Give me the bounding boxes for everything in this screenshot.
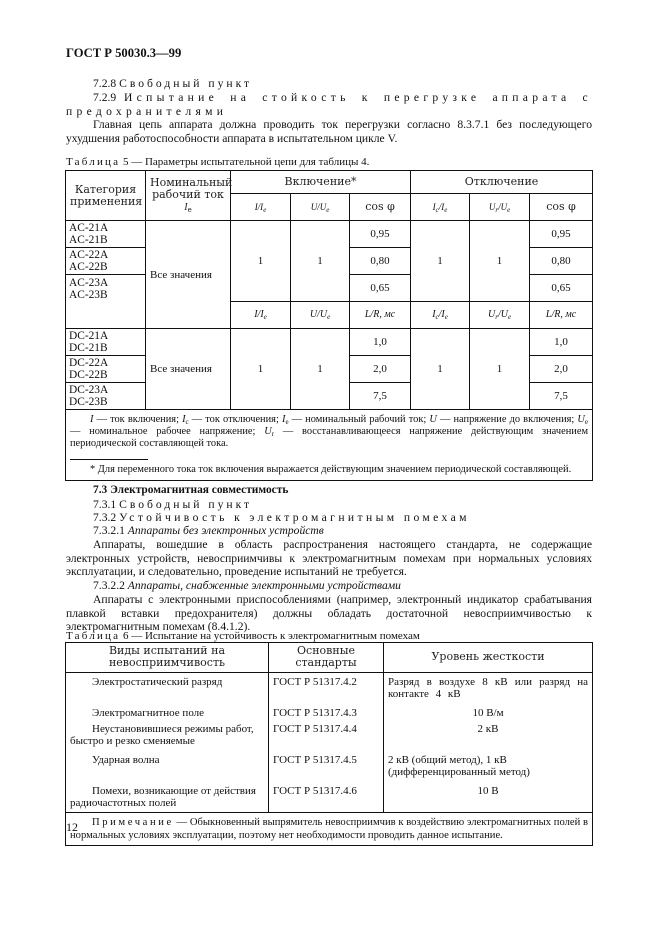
standard-cell: ГОСТ Р 51317.4.5 xyxy=(269,750,384,781)
symbol-legend xyxy=(70,414,588,451)
header-break-lr: L/R, мс xyxy=(530,302,593,329)
section-title: Аппараты, снабженные электронными устройствами xyxy=(127,579,401,592)
table-row xyxy=(66,703,593,721)
header-make: Включение* xyxy=(231,171,411,194)
category-code: DC-22B xyxy=(69,369,108,381)
make-cos-cell: 0,80 xyxy=(350,248,411,275)
symbol: U xyxy=(264,426,272,438)
symbol: I/I xyxy=(254,202,264,212)
caption-text: 6 — Испытание на устойчивость к электромагнитным помехам xyxy=(122,630,420,642)
category-cell xyxy=(66,383,146,410)
severity-cell: 10 В xyxy=(477,784,499,797)
symbol: I xyxy=(281,414,286,425)
break-i-cell: 1 xyxy=(411,221,470,302)
document-header: ГОСТ Р 50030.3—99 xyxy=(66,46,182,60)
make-lr-cell: 1,0 xyxy=(350,329,411,356)
severity-cell: 2 кВ (общий метод), 1 кВ (дифференцированный метод) xyxy=(388,753,530,779)
symbol: I/I xyxy=(254,309,264,320)
standard-cell: ГОСТ Р 51317.4.4 xyxy=(269,721,384,750)
subscript: e xyxy=(444,313,448,321)
table5-caption xyxy=(66,156,369,170)
category-code: DC-22A xyxy=(69,357,109,369)
make-lr-cell: 2,0 xyxy=(350,356,411,383)
subscript: e xyxy=(263,313,267,321)
header-break-cos: cos φ xyxy=(530,194,593,221)
section-number: 7.2.9 xyxy=(93,91,117,104)
symbol: I xyxy=(432,309,436,320)
subscript: e xyxy=(285,418,289,426)
subscript: e xyxy=(507,206,511,214)
header-make-u xyxy=(291,302,350,329)
symbol: /U xyxy=(497,309,508,320)
subscript: e xyxy=(263,206,267,214)
category-code: DC-21B xyxy=(69,342,108,354)
break-lr-cell: 1,0 xyxy=(530,329,593,356)
section-7-3-2-1 xyxy=(66,524,592,538)
section-7-3-2-2-body: Аппараты с электронными приспособлениями (например, электронный индикатор срабатывания плавкой вставки предохранителя) должны обладать достаточной невосприимчивостью к электромагнитным помехам (8.4.1.2). xyxy=(66,593,592,634)
header-break-u xyxy=(470,302,530,329)
section-title: Аппараты без электронных устройств xyxy=(127,524,324,537)
subscript: r xyxy=(271,430,275,439)
make-i-cell: 1 xyxy=(231,329,291,410)
category-code: AC-23B xyxy=(69,289,108,301)
symbol: I xyxy=(184,202,188,213)
category-cell xyxy=(66,329,146,356)
symbol: I xyxy=(182,414,186,425)
header-rated-current xyxy=(146,171,231,221)
subscript: e xyxy=(584,418,589,426)
header-category: Категория применения xyxy=(66,171,146,221)
rated-current-cell: Все значения xyxy=(146,329,231,410)
severity-cell: 2 кВ xyxy=(477,723,499,736)
standard-cell: ГОСТ Р 51317.4.6 xyxy=(269,781,384,813)
header-test-type: Виды испытаний на невосприимчивость xyxy=(66,643,269,673)
section-7-2-9 xyxy=(66,91,592,118)
category-cell xyxy=(66,275,146,329)
page-number: 12 xyxy=(66,820,78,834)
category-code: DC-21A xyxy=(69,330,109,342)
category-cell xyxy=(66,221,146,248)
category-code: DC-23B xyxy=(69,396,108,408)
section-title: Испытание на стойкость к перегрузке аппарата с предохранителями xyxy=(66,91,592,118)
symbol: U/U xyxy=(310,202,327,212)
make-i-cell: 1 xyxy=(231,221,291,302)
legend-text: — напряжение до включения; xyxy=(436,414,578,425)
symbol: U xyxy=(488,202,496,212)
test-type-cell: Помехи, возникающие от действия радиочастотных полей xyxy=(66,781,269,813)
section-7-3-2-2 xyxy=(66,579,592,593)
category-cell xyxy=(66,356,146,383)
symbol: I xyxy=(90,414,94,425)
table-row xyxy=(66,721,593,750)
table-row xyxy=(66,781,593,813)
header-make-lr: L/R, мс xyxy=(350,302,411,329)
section-7-2-8 xyxy=(66,77,592,91)
table5-legend xyxy=(66,410,593,481)
header-rated-current-label: Номинальный рабочий ток xyxy=(150,176,233,201)
table-row xyxy=(66,750,593,781)
symbol: U xyxy=(487,309,496,320)
legend-text: — восстанавливающееся напряжение действующим значением периодической составляющей тока. xyxy=(70,426,589,450)
test-type-cell: Электростатический разряд xyxy=(66,672,269,702)
subscript: c xyxy=(435,313,439,321)
severity-cell: Разряд в воздухе 8 кВ или разряд на контакте 4 кВ xyxy=(388,675,588,701)
note-text: — Обыкновенный выпрямитель невосприимчив к воздействию электромагнитных полей в нормальных условиях эксплуатации, поэтому нет необходимости проводить данное испытание. xyxy=(70,817,588,842)
subscript: e xyxy=(327,313,331,321)
table-row xyxy=(66,221,593,248)
subscript: c xyxy=(185,418,189,426)
symbol: U/U xyxy=(309,309,328,320)
test-type-cell: Электромагнитное поле xyxy=(66,703,269,721)
subscript: c xyxy=(435,206,439,214)
make-cos-cell: 0,95 xyxy=(350,221,411,248)
table6-note-row xyxy=(66,813,593,846)
category-cell xyxy=(66,248,146,275)
make-cos-cell: 0,65 xyxy=(350,275,411,302)
section-title: Свободный пункт xyxy=(119,498,253,511)
break-u-cell: 1 xyxy=(470,329,530,410)
table6 xyxy=(65,642,593,846)
test-type-cell: Неустановившиеся режимы работ, быстро и резко сменяемые xyxy=(66,721,269,750)
header-make-i xyxy=(231,302,291,329)
legend-text: — номинальное рабочее напряжение; xyxy=(70,426,265,438)
footnote-divider xyxy=(70,459,148,460)
header-break-i xyxy=(411,302,470,329)
legend-text: — номинальный рабочий ток; xyxy=(288,414,430,425)
subscript: e xyxy=(444,206,448,214)
category-code: AC-23A xyxy=(69,277,109,289)
header-make-i xyxy=(231,194,291,221)
table-row xyxy=(66,672,593,702)
header-make-cos: cos φ xyxy=(350,194,411,221)
section-number: 7.2.8 xyxy=(93,77,117,90)
table6-header-row xyxy=(66,643,593,673)
make-u-cell: 1 xyxy=(291,329,350,410)
standard-cell: ГОСТ Р 51317.4.2 xyxy=(269,672,384,702)
symbol: /I xyxy=(438,309,445,320)
standard-cell: ГОСТ Р 51317.4.3 xyxy=(269,703,384,721)
table-row xyxy=(66,329,593,356)
severity-cell: 10 В/м xyxy=(472,706,504,719)
section-7-2-9-body: Главная цепь аппарата должна проводить ток перегрузки согласно 8.3.7.1 без последующего ухудшения работоспособности аппарата в испытательном цикле V. xyxy=(66,118,592,145)
break-cos-cell: 0,65 xyxy=(530,275,593,302)
section-number: 7.3.2.1 xyxy=(93,524,125,537)
section-number: 7.3.2 xyxy=(93,511,117,524)
section-7-3-1 xyxy=(66,498,592,512)
header-break: Отключение xyxy=(411,171,593,194)
symbol: /U xyxy=(498,202,508,212)
test-type-cell: Ударная волна xyxy=(66,750,269,781)
subscript: r xyxy=(495,206,499,214)
section-number: 7.3 xyxy=(93,484,108,496)
header-severity: Уровень жесткости xyxy=(384,643,593,673)
section-7-3 xyxy=(66,484,592,498)
symbol: I xyxy=(432,202,436,212)
subscript: e xyxy=(326,206,330,214)
symbol: U xyxy=(429,414,437,425)
subscript: e xyxy=(507,313,512,321)
category-code: DC-23A xyxy=(69,384,109,396)
header-make-u xyxy=(291,194,350,221)
break-i-cell: 1 xyxy=(411,329,470,410)
section-number: 7.3.2.2 xyxy=(93,579,125,592)
section-title: Устойчивость к электромагнитным помехам xyxy=(119,511,470,524)
table6-note xyxy=(66,813,593,846)
section-title: Свободный пункт xyxy=(119,77,253,90)
section-7-3-2-1-body: Аппараты, вошедшие в область распространения настоящего стандарта, не содержащие электронных устройств, невосприимчивы к электромагнитным помехам при нормальных условиях эксплуатации, и следовательно, проведение испытаний не требуется. xyxy=(66,538,592,579)
table5 xyxy=(65,170,593,481)
subscript: r xyxy=(495,313,498,321)
section-title: Электромагнитная совместимость xyxy=(110,484,289,496)
section-number: 7.3.1 xyxy=(93,498,117,511)
note-label: Примечание xyxy=(92,817,174,829)
break-lr-cell: 2,0 xyxy=(530,356,593,383)
table5-footer-row xyxy=(66,410,593,481)
caption-text: 5 — Параметры испытательной цепи для таблицы 4. xyxy=(122,156,370,168)
legend-text: — ток включения; xyxy=(93,414,183,425)
category-code: AC-21B xyxy=(69,234,108,246)
caption-label: Таблица xyxy=(66,156,121,168)
legend-text: — ток отключения; xyxy=(188,414,282,425)
header-break-u xyxy=(470,194,530,221)
make-lr-cell: 7,5 xyxy=(350,383,411,410)
table5-header-row-1 xyxy=(66,171,593,194)
category-code: AC-22B xyxy=(69,261,108,273)
make-u-cell: 1 xyxy=(291,221,350,302)
footnote: * Для переменного тока ток включения выражается действующим значением периодической составляющей. xyxy=(90,463,572,475)
category-code: AC-22A xyxy=(69,249,109,261)
category-code: AC-21A xyxy=(69,222,109,234)
header-break-i xyxy=(411,194,470,221)
break-cos-cell: 0,80 xyxy=(530,248,593,275)
break-u-cell: 1 xyxy=(470,221,530,302)
symbol: /I xyxy=(438,202,445,212)
header-standard: Основные стандарты xyxy=(269,643,384,673)
break-lr-cell: 7,5 xyxy=(530,383,593,410)
subscript: e xyxy=(187,206,192,214)
rated-current-cell: Все значения xyxy=(146,221,231,329)
section-7-3-2 xyxy=(66,511,592,525)
break-cos-cell: 0,95 xyxy=(530,221,593,248)
symbol: U xyxy=(577,414,585,425)
caption-label: Таблица xyxy=(66,630,121,642)
